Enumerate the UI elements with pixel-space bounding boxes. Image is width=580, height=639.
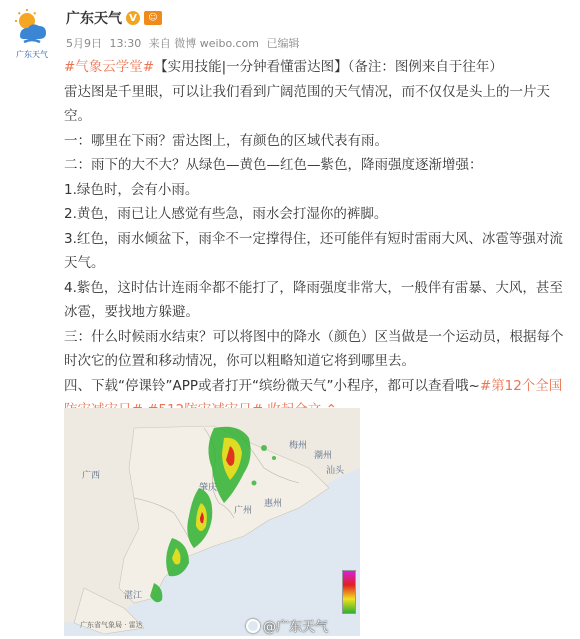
post-intro: 雷达图是千里眼，可以让我们看到广阔范围的天气情况，而不仅仅是头上的一片天空。 [64,83,550,124]
post-q3: 三：什么时候雨水结束？可以将图中的降水（颜色）区当做是一个运动员，根据每个时次它的位置和移动情况，你可以粗略知道它将到哪里去。 [64,328,564,369]
map-label-chaozhou: 潮州 [314,451,333,461]
member-level-icon[interactable]: ☺ [144,11,162,25]
post-time[interactable]: 13:30 [109,37,142,50]
post-meta [66,35,304,51]
post-item-4: 4.紫色，这时估计连雨伞都不能打了，降雨强度非常大，一般伴有雷暴、大风，甚至冰雹，要找地方躲避。 [64,279,563,320]
post-date[interactable]: 5月9日 [66,37,102,50]
sun-cloud-logo-icon [10,8,54,48]
edited-label[interactable]: 已编辑 [266,37,300,50]
post-source[interactable]: 来自 微博 weibo.com [148,37,260,50]
avatar-caption: 广东天气 [16,50,48,59]
weibo-eye-icon [246,619,260,633]
watermark-text: @广东天气 [263,620,329,635]
post-q4-text: 四、下载“停课铃”APP或者打开“缤纷微天气”小程序，都可以查看哦~ [64,377,480,394]
map-label-guangzhou: 广州 [234,506,253,516]
post-q1: 一：哪里在下雨？雷达图上，有颜色的区域代表有雨。 [64,132,388,149]
map-footer-text: 广东省气象局 · 雷达 [80,621,143,629]
map-label-meizhou: 梅州 [289,441,308,451]
hashtag-link[interactable]: #气象云学堂# [64,59,155,75]
post-item-1: 1.绿色时，会有小雨。 [64,181,199,198]
image-watermark [246,616,328,635]
map-label-huizhou: 惠州 [264,499,283,509]
verified-badge-icon[interactable]: V [126,11,140,25]
post-q2: 二：雨下的大不大？从绿色—黄色—红色—紫色，降雨强度逐渐增强： [64,157,483,173]
author-row [66,8,162,28]
map-label-guangxi: 广西 [82,471,101,481]
hashtag-link-disaster-day[interactable]: #第12个全国 [479,377,563,394]
post-item-3: 3.红色，雨水倾盆下，雨伞不一定撑得住，还可能伴有短时雷雨大风、冰雹等强对流天气。 [64,230,563,271]
map-label-zhanjiang: 湛江 [124,591,143,601]
avatar[interactable] [10,8,54,58]
radar-map-graphic [64,408,360,636]
post-content [64,55,569,423]
radar-legend-bar [342,570,356,614]
post-item-2: 2.黄色，雨已让人感觉有些急，雨水会打湿你的裤脚。 [64,206,388,222]
map-label-zhaoqing: 肇庆 [199,483,218,493]
post-title-text: 【实用技能|一分钟看懂雷达图】（备注：图例来自于往年） [154,59,503,75]
map-label-shantou: 汕头 [326,466,345,476]
radar-map-image[interactable] [64,408,360,636]
post-line-1 [64,55,569,80]
author-name[interactable]: 广东天气 [66,11,122,27]
